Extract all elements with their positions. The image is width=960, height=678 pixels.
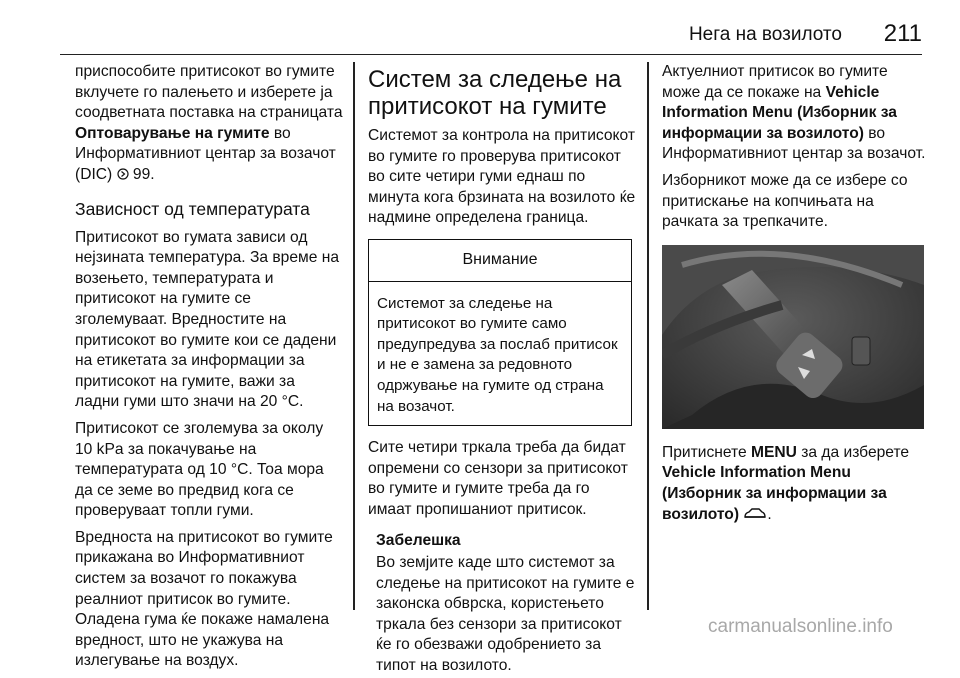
paragraph: Актуелниот притисок во гумите може да се покаже на Vehicle Information Menu (Изборник за информации за возилото) во Информативниот центар за возачот.: [662, 63, 926, 163]
paragraph: Притисокот во гумата зависи од нејзината температура. За време на возењето, температурата и притисокот на гумите се зголемуваат. Вредностите на притисокот во гумите кои се дадени на етикетата за информации за притисокот на гумите, важи за ладни гуми што значи на 20 °C.: [75, 228, 340, 411]
column-right: [662, 62, 930, 531]
column-left: [75, 62, 343, 678]
page-ref-arrow-icon: [117, 166, 129, 183]
paragraph: Притиснете MENU за да изберете Vehicle Information Menu (Изборник за информации за возилото) .: [662, 443, 910, 523]
vehicle-info-menu-label: Vehicle Information Menu (Изборник за информации за возилото): [662, 464, 887, 523]
section-heading-temperature: Зависност од температурата: [75, 198, 310, 219]
paragraph: Вредноста на притисокот во гумите прикажана во Информативниот систем за возачот го покажува реалниот притисок во гумите. Оладена гума ќе покаже намалена вредност, што не укажува на излегување на воздух.: [75, 528, 333, 670]
watermark: carmanualsonline.info: [708, 616, 893, 637]
page-number: 211: [883, 20, 922, 47]
paragraph: Системот за контрола на притисокот во гумите го проверува притисокот во сите четири гуми еднаш по минута кога брзината на возилото ќе надмине определена граница.: [368, 127, 636, 227]
column-divider: [353, 62, 355, 610]
warning-title: Внимание: [369, 240, 631, 282]
paragraph: Притисокот се зголемува за околу 10 kPa за покачување на температурата од 10 °C. Тоа мора да се земе во предвид кога се проверуваат топли гуми.: [75, 419, 324, 520]
page-header: [60, 18, 922, 55]
page-ref: 99.: [132, 165, 155, 183]
paragraph: Изборникот може да се избере со притискање на копчињата на рачката за трепкачите.: [662, 171, 908, 231]
warning-box: [368, 239, 632, 426]
column-divider: [647, 62, 649, 610]
note-block: [368, 531, 636, 677]
column-middle: [368, 62, 636, 677]
tyre-load-setting: Оптоварување на гумите: [75, 124, 270, 142]
menu-button-label: MENU: [750, 443, 797, 461]
section-heading-tpms: Систем за следење на притисокот на гумите: [368, 66, 622, 120]
car-icon: [743, 506, 767, 523]
turn-signal-lever-photo: [662, 245, 924, 429]
intro-paragraph: приспособите притисокот во гумите вклучете го палењето и изберете ја соодветната поставка на страницата Оптоварување на гумите во Информативниот центар за возачот (DIC) 99.: [75, 63, 343, 183]
vehicle-info-menu-label: Vehicle Information Menu (Изборник за информации за возилото): [662, 83, 897, 142]
note-text: Во земјите каде што системот за следење на притисокот на гумите е законска обврска, користењето тркала без сензори за притисокот ќе го обезважи одобрението за типот на возилото.: [376, 554, 635, 675]
page-title: Нега на возилото: [688, 24, 842, 45]
warning-text: Системот за следење на притисокот во гумите само предупредува за послаб притисок и не е замена за редовното одржување на гумите од страна на возачот.: [377, 294, 618, 415]
paragraph: Сите четири тркала треба да бидат опремени со сензори за притисокот во гумите и гумите треба да го имаат пропишаниот притисок.: [368, 439, 628, 518]
note-title: Забелешка: [376, 531, 461, 549]
